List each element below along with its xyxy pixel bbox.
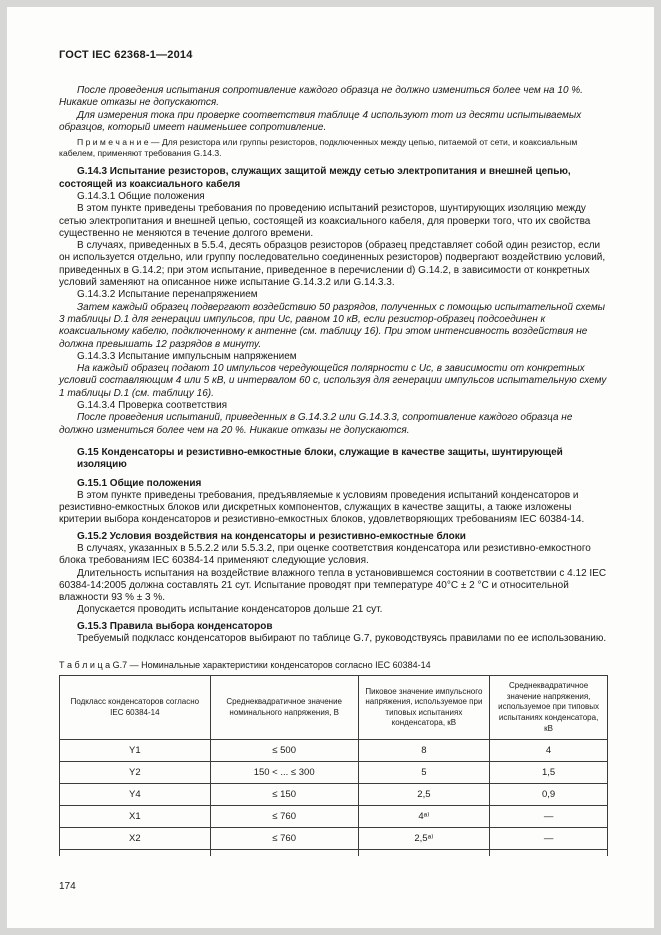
document-title-header: ГОСТ IEC 62368-1—2014 xyxy=(59,49,193,61)
table-cell-empty xyxy=(210,850,358,857)
table-row xyxy=(60,740,608,762)
table-cell-empty xyxy=(358,850,490,857)
subsection-heading-g14-3-1: G.14.3.1 Общие положения xyxy=(77,190,205,202)
table-cell: 4 xyxy=(490,740,608,762)
table-row xyxy=(60,762,608,784)
table-cell: 8 xyxy=(358,740,490,762)
table-row xyxy=(60,806,608,828)
paragraph-body: В этом пункте приведены требования, предъявляемые к условиям проведения испытаний конденсаторов и резистивно-емкостных блоков или дискретных компонентов, служащих в качестве защиты, а также изложены критерии выбора конденсаторов и резистивно-емкостных блоков, удовлетворяющих требованиям IEC 60384-14. xyxy=(59,489,585,526)
paragraph-test-impulse: На каждый образец подают 10 импульсов чередующейся полярности с Uс, в зависимости от конкретных условий составляющим 4 или 5 кВ, и интервалом 60 с, используя для генерации импульсов испытательную схему 1 таблицы D.1 (см. таблицу 16). xyxy=(59,363,607,399)
note-paragraph: П р и м е ч а н и е — Для резистора или группы резисторов, подключенных между цепью, питаемой от сети, и коаксиальным кабелем, применяют требования G.14.3. xyxy=(59,137,578,158)
table-cell: ≤ 760 xyxy=(210,806,358,828)
subsection-heading-g15-2: G.15.2 Условия воздействия на конденсаторы и резистивно-емкостные блоки xyxy=(77,530,466,542)
table-cell-empty xyxy=(490,850,608,857)
paragraph-body: В этом пункте приведены требования по проведению испытаний резисторов, шунтирующих изоляцию между сетью электропитания и внешней цепью, состоящей из коаксиального кабеля, для проверки того, что их свойства существенно не меняются в течение долгого времени. xyxy=(59,203,591,239)
paragraph-compliance-italic: После проведения испытания сопротивление каждого образца не должно измениться более чем на 10 %. Никакие отказы не допускаются. xyxy=(59,85,583,109)
table-cell: X1 xyxy=(60,806,211,828)
paragraph-body: В случаях, приведенных в 5.5.4, десять образцов резисторов (образец представляет собой один резистор, если он используется отдельно, или группу последовательно соединенных резисторов) подвергают воздействию условий, приведенных в G.14.2; при этом испытание, приведенное в перечислении d) G.14.2, в зависимости от конкретных условий заменяют на описанное ниже испытание G.14.3.2 или G.14.3.3. xyxy=(59,240,606,289)
subsection-heading-g14-3-2: G.14.3.2 Испытание перенапряжением xyxy=(77,289,258,301)
paragraph-body: В случаях, указанных в 5.5.2.2 или 5.5.3.2, при оценке соответствия конденсатора или резистивно-емкостного блока требованиям IEC 60384-14 применяют следующие условия. xyxy=(59,542,591,567)
table-caption: Т а б л и ц а G.7 — Номинальные характеристики конденсаторов согласно IEC 60384-14 xyxy=(59,660,431,671)
table-cell: — xyxy=(490,806,608,828)
table-row xyxy=(60,784,608,806)
table-cell: 1,5 xyxy=(490,762,608,784)
paragraph-body: Допускается проводить испытание конденсаторов дольше 21 сут. xyxy=(77,604,383,616)
table-cell: ≤ 500 xyxy=(210,740,358,762)
table-cell: ≤ 150 xyxy=(210,784,358,806)
section-heading-g15: G.15 Конденсаторы и резистивно-емкостные блоки, служащие в качестве защиты, шунтирующей изоляцию xyxy=(77,446,563,471)
paragraph-body: Длительность испытания на воздействие влажного тепла в установившемся состоянии в соответствии с 4.12 IEC 60384-14:2005 должна составлять 21 сут. Испытание проводят при температуре 40°C ± 2 °C и относительной влажности 93 % ± 3 %. xyxy=(59,567,607,604)
paragraph-compliance-g14-3: После проведения испытаний, приведенных в G.14.3.2 или G.14.3.3, сопротивление каждого образца не должно измениться более чем на 20 %. Никакие отказы не допускаются. xyxy=(59,412,573,436)
page-body xyxy=(7,7,654,856)
table-cell: Y2 xyxy=(60,762,211,784)
subsection-heading-g14-3-4: G.14.3.4 Проверка соответствия xyxy=(77,400,228,412)
subsection-heading-g15-3: G.15.3 Правила выбора конденсаторов xyxy=(77,620,273,632)
table-header-cell: Среднеквадратичное значение напряжения, используемое при типовых испытаниях конденсатора, кВ xyxy=(490,676,608,740)
table-cell: 4ᵃ⁾ xyxy=(358,806,490,828)
table-cell: 2,5ᵃ⁾ xyxy=(358,828,490,850)
table-continuation-stub xyxy=(60,850,608,857)
table-header-cell: Пиковое значение импульсного напряжения, используемое при типовых испытаниях конденсатора, кВ xyxy=(358,676,490,740)
table-header-row xyxy=(60,676,608,740)
table-cell: 5 xyxy=(358,762,490,784)
table-cell: 150 < ... ≤ 300 xyxy=(210,762,358,784)
table-cell-empty xyxy=(60,850,211,857)
paragraph-current-measure: Для измерения тока при проверке соответствия таблице 4 используют тот из десяти испытываемых образцов, который имеет наименьшее сопротивление. xyxy=(59,109,582,133)
table-cell: ≤ 760 xyxy=(210,828,358,850)
table-row xyxy=(60,828,608,850)
table-cell: Y4 xyxy=(60,784,211,806)
table-cell: 0,9 xyxy=(490,784,608,806)
table-header-cell: Среднеквадратичное значение номинального напряжения, В xyxy=(210,676,358,740)
paragraph-body: Требуемый подкласс конденсаторов выбирают по таблице G.7, руководствуясь правилами по ее использованию. xyxy=(77,633,607,645)
section-heading-g14-3: G.14.3 Испытание резисторов, служащих защитой между сетью электропитания и внешней цепью, состоящей из коаксиального кабеля xyxy=(59,166,571,190)
table-cell: 2,5 xyxy=(358,784,490,806)
table-cell: X2 xyxy=(60,828,211,850)
table-header-cell: Подкласс конденсаторов согласно IEC 60384-14 xyxy=(60,676,211,740)
document-content xyxy=(59,85,608,645)
subsection-heading-g15-1: G.15.1 Общие положения xyxy=(77,477,202,489)
table-cell: — xyxy=(490,828,608,850)
table-cell: Y1 xyxy=(60,740,211,762)
subsection-heading-g14-3-3: G.14.3.3 Испытание импульсным напряжением xyxy=(77,350,297,362)
paragraph-test-overvoltage: Затем каждый образец подвергают воздействию 50 разрядов, полученных с помощью испытательной схемы 3 таблицы D.1 для генерации импульсов, при Uс, равном 10 кВ, если резистор-образец подсоединен к коаксиальному кабелю, подключенному к антенне (см. таблицу 16). При этом интенсивность воздействия не должна превышать 12 разрядов в минуту. xyxy=(59,301,606,350)
table-g7-capacitor-ratings xyxy=(59,675,608,856)
page-number: 174 xyxy=(59,881,76,892)
